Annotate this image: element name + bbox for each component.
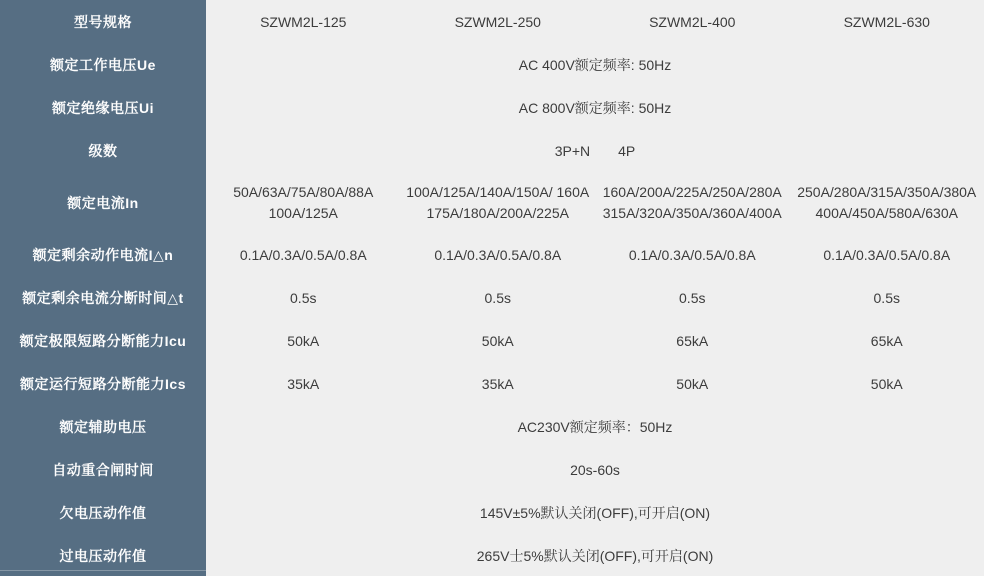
ultimate-breaking-capacity-value: 65kA — [676, 332, 709, 349]
model-name: SZWM2L-250 — [454, 13, 541, 30]
overvoltage-action-value: 265V士5%默认关闭(OFF),可开启(ON) — [476, 547, 714, 564]
rated-current-line: 250A/280A/315A/350A/380A — [797, 183, 977, 200]
residual-breaking-time-value: 0.5s — [873, 289, 900, 306]
row-label-model-spec: 型号规格 — [74, 13, 132, 30]
row-label-rated-working-voltage: 额定工作电压Ue — [50, 56, 156, 73]
residual-breaking-time-row — [206, 276, 984, 319]
auto-reclose-time-row — [206, 448, 984, 491]
row-label-residual-operating-current: 额定剩余动作电流I△n — [32, 246, 174, 263]
rated-insulation-voltage-value: AC 800V额定频率: 50Hz — [518, 99, 672, 116]
ultimate-breaking-capacity-value: 65kA — [870, 332, 903, 349]
rated-current-line: 50A/63A/75A/80A/88A — [233, 183, 374, 200]
model-name: SZWM2L-125 — [260, 13, 347, 30]
rated-current-line: 400A/450A/580A/630A — [815, 204, 958, 221]
service-breaking-capacity-value: 35kA — [287, 375, 320, 392]
rated-current-value — [401, 182, 596, 224]
row-label-overvoltage-action: 过电压动作值 — [59, 547, 147, 564]
poles-value-right: 4P — [618, 142, 636, 159]
rated-current-line: 315A/320A/350A/360A/400A — [602, 204, 782, 221]
row-label-service-breaking-capacity: 额定运行短路分断能力Ics — [20, 375, 186, 392]
residual-operating-current-value: 0.1A/0.3A/0.5A/0.8A — [239, 246, 367, 263]
rated-current-line: 100A/125A — [268, 204, 338, 221]
row-label-undervoltage-action: 欠电压动作值 — [59, 504, 147, 521]
ultimate-breaking-capacity-value: 50kA — [287, 332, 320, 349]
model-header-row — [206, 0, 984, 43]
service-breaking-capacity-value: 35kA — [481, 375, 514, 392]
row-label-ultimate-breaking-capacity: 额定极限短路分断能力Icu — [19, 332, 187, 349]
row-label-rated-insulation-voltage: 额定绝缘电压Ui — [52, 99, 154, 116]
rated-current-row — [206, 172, 984, 233]
rated-current-line: 160A/200A/225A/250A/280A — [602, 183, 782, 200]
rated-current-value — [206, 182, 401, 224]
undervoltage-action-row — [206, 491, 984, 534]
model-name: SZWM2L-630 — [843, 13, 930, 30]
ultimate-breaking-capacity-row — [206, 319, 984, 362]
auxiliary-voltage-value: AC230V额定频率：50Hz — [517, 418, 673, 435]
undervoltage-action-value: 145V±5%默认关闭(OFF),可开启(ON) — [479, 504, 711, 521]
service-breaking-capacity-value: 50kA — [676, 375, 709, 392]
model-name: SZWM2L-400 — [649, 13, 736, 30]
rated-current-value — [790, 182, 984, 224]
residual-operating-current-row — [206, 233, 984, 276]
rated-working-voltage-value: AC 400V额定频率: 50Hz — [518, 56, 672, 73]
auxiliary-voltage-row — [206, 405, 984, 448]
spec-label-sidebar — [0, 0, 206, 576]
overvoltage-action-row — [206, 534, 984, 576]
row-label-poles: 级数 — [88, 142, 118, 159]
auto-reclose-time-value: 20s-60s — [570, 461, 620, 478]
service-breaking-capacity-value: 50kA — [870, 375, 903, 392]
row-label-auxiliary-voltage: 额定辅助电压 — [59, 418, 147, 435]
rated-current-line: 175A/180A/200A/225A — [426, 204, 569, 221]
residual-operating-current-value: 0.1A/0.3A/0.5A/0.8A — [823, 246, 951, 263]
row-label-rated-current: 额定电流In — [67, 194, 139, 211]
residual-breaking-time-value: 0.5s — [679, 289, 706, 306]
poles-row — [206, 129, 984, 172]
rated-current-value — [595, 182, 790, 224]
row-label-auto-reclose-time: 自动重合闸时间 — [52, 461, 154, 478]
sidebar-bottom-divider — [0, 570, 206, 571]
rated-current-line: 100A/125A/140A/150A/ 160A — [406, 183, 590, 200]
rated-insulation-voltage-row — [206, 86, 984, 129]
residual-breaking-time-value: 0.5s — [484, 289, 511, 306]
service-breaking-capacity-row — [206, 362, 984, 405]
residual-operating-current-value: 0.1A/0.3A/0.5A/0.8A — [628, 246, 756, 263]
residual-operating-current-value: 0.1A/0.3A/0.5A/0.8A — [434, 246, 562, 263]
poles-value-left: 3P+N — [554, 142, 591, 159]
poles-values — [555, 143, 636, 159]
rated-working-voltage-row — [206, 43, 984, 86]
spec-value-grid — [206, 0, 984, 576]
row-label-residual-breaking-time: 额定剩余电流分断时间△t — [22, 289, 184, 306]
residual-breaking-time-value: 0.5s — [290, 289, 317, 306]
ultimate-breaking-capacity-value: 50kA — [481, 332, 514, 349]
